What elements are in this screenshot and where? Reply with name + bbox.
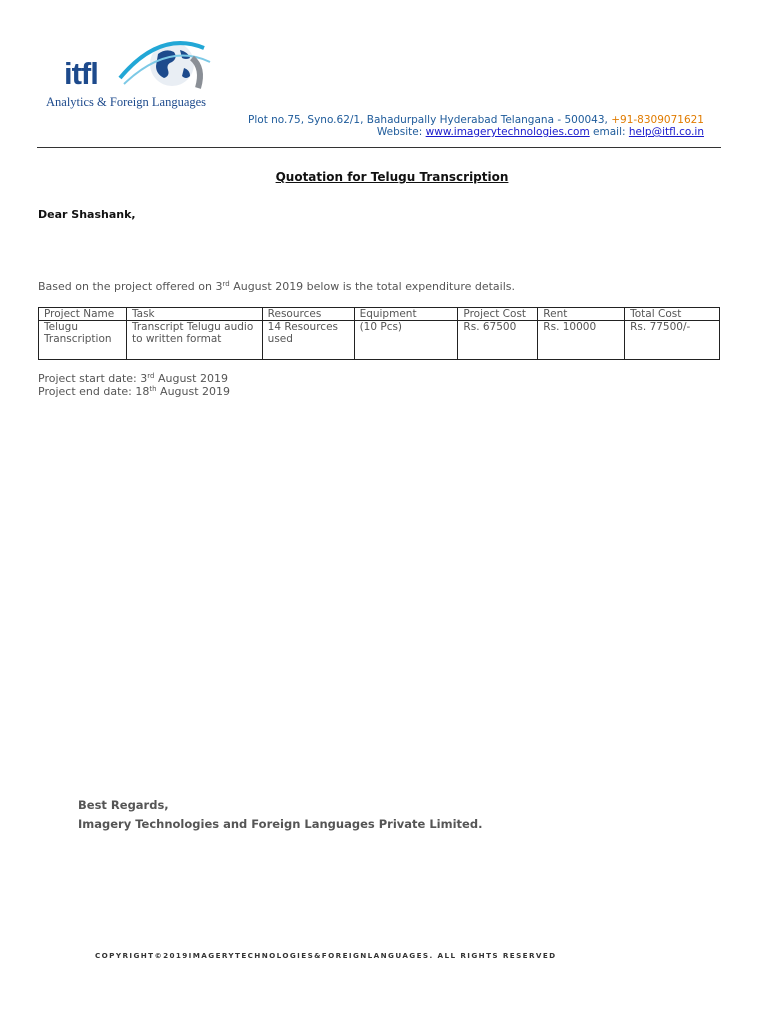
table-header-row	[39, 308, 720, 321]
start-after: August 2019	[154, 372, 228, 385]
company-logo	[40, 38, 220, 118]
company-name: Imagery Technologies and Foreign Languages Private Limited.	[78, 817, 483, 831]
website-link[interactable]: www.imagerytechnologies.com	[425, 126, 590, 138]
end-date-line	[38, 385, 230, 398]
cell-task: Transcript Telugu audio to written format	[126, 321, 262, 360]
address-line	[248, 114, 704, 126]
project-dates	[38, 372, 230, 398]
regards-text: Best Regards,	[78, 798, 169, 812]
document-title: Quotation for Telugu Transcription	[275, 170, 509, 184]
cell-total-cost: Rs. 77500/-	[625, 321, 720, 360]
address-text: Plot no.75, Syno.62/1, Bahadurpally Hyderabad Telangana - 500043,	[248, 114, 612, 126]
intro-after: August 2019 below is the total expenditure details.	[229, 280, 516, 293]
contact-line	[248, 126, 704, 138]
intro-before: Based on the project offered on 3	[38, 280, 223, 293]
cell-resources: 14 Resources used	[262, 321, 354, 360]
email-label: email:	[589, 126, 629, 138]
start-date-line	[38, 372, 230, 385]
email-link[interactable]: help@itfl.co.in	[628, 126, 704, 138]
header-divider	[37, 147, 721, 148]
intro-sup: rd	[222, 280, 230, 288]
globe-icon	[110, 38, 220, 94]
header-resources: Resources	[262, 308, 354, 321]
intro-text	[38, 280, 515, 293]
cell-project-cost: Rs. 67500	[458, 321, 538, 360]
cell-rent: Rs. 10000	[538, 321, 625, 360]
end-sup: th	[149, 385, 157, 393]
header-project-cost: Project Cost	[458, 308, 538, 321]
start-sup: rd	[147, 372, 155, 380]
copyright-footer: COPYRIGHT©2019IMAGERYTECHNOLOGIES&FOREIGNLANGUAGES. ALL RIGHTS RESERVED	[95, 951, 557, 960]
closing-block	[78, 796, 482, 834]
table-row	[39, 321, 720, 360]
website-label: Website:	[376, 126, 426, 138]
header-equipment: Equipment	[354, 308, 458, 321]
phone-number: +91-8309071621	[611, 114, 704, 126]
cell-equipment: (10 Pcs)	[354, 321, 458, 360]
header-total-cost: Total Cost	[625, 308, 720, 321]
header-task: Task	[126, 308, 262, 321]
greeting: Dear Shashank,	[38, 208, 136, 221]
logo-tagline: Analytics & Foreign Languages	[46, 95, 207, 109]
header-rent: Rent	[538, 308, 625, 321]
cell-project-name: Telugu Transcription	[39, 321, 127, 360]
header-project-name: Project Name	[39, 308, 127, 321]
end-before: Project end date: 18	[38, 385, 150, 398]
end-after: August 2019	[156, 385, 231, 398]
start-before: Project start date: 3	[38, 372, 148, 385]
logo-brand-text: itfl	[64, 56, 98, 91]
quotation-table	[38, 307, 720, 360]
header-address-block	[248, 114, 704, 138]
